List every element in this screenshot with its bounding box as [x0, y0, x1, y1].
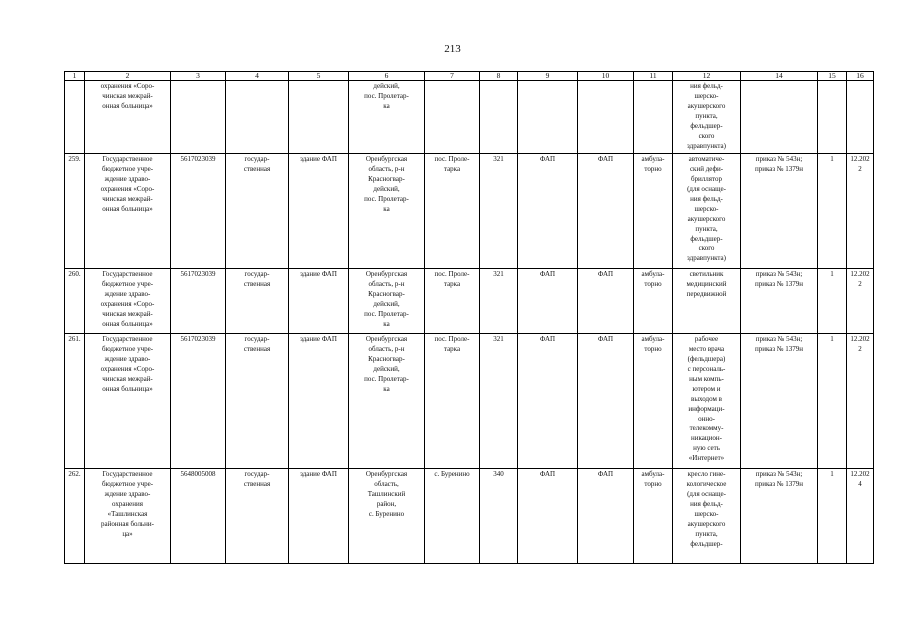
quantity-text: 1 — [830, 155, 834, 163]
organization-cell — [85, 469, 171, 564]
order-text: приказ № 543н; приказ № 1379н — [754, 155, 804, 173]
row-number-cell — [65, 154, 85, 269]
quantity-cell — [818, 269, 847, 334]
date-cell — [847, 81, 874, 154]
settlement-cell — [425, 334, 480, 469]
quantity-text: 1 — [830, 470, 834, 478]
organization-text: Государственное бюджетное учре- ждение здраво- охранения «Соро- чинская межрай- онная больница» — [100, 270, 155, 328]
address-cell — [349, 269, 425, 334]
order-text: приказ № 543н; приказ № 1379н — [754, 335, 804, 353]
organization-text: охранения «Соро- чинская межрай- онная больница» — [100, 82, 155, 110]
building-text: здание ФАП — [300, 155, 337, 163]
order-cell — [741, 334, 818, 469]
facility-type-cell — [518, 269, 578, 334]
code-cell — [480, 154, 518, 269]
ownership-cell — [226, 81, 289, 154]
inn-cell — [171, 154, 226, 269]
column-number: 4 — [226, 72, 289, 81]
subdivision-type-text: ФАП — [597, 270, 614, 278]
equipment-text: автоматиче- ский дефи- бриллятор (для оснаще- ния фельд- шерско- акушерского пункта, фельдшер- ского здравпункта) — [687, 155, 726, 263]
building-cell — [289, 81, 349, 154]
order-cell — [741, 469, 818, 564]
facility-type-text: ФАП — [539, 270, 556, 278]
address-text: Оренбургская область, р-н Красногвар- дейский, пос. Пролетар- ка — [364, 270, 409, 328]
quantity-cell — [818, 469, 847, 564]
inn-text: 5617023039 — [180, 155, 216, 163]
building-cell — [289, 154, 349, 269]
subdivision-type-text: ФАП — [597, 470, 614, 478]
column-number: 11 — [634, 72, 673, 81]
equipment-text: ния фельд- шерско- акушерского пункта, фельдшер- ского здравпункта) — [687, 82, 726, 150]
building-cell — [289, 269, 349, 334]
facility-type-cell — [518, 334, 578, 469]
organization-text: Государственное бюджетное учре- ждение здраво- охранения «Соро- чинская межрай- онная больница» — [100, 335, 155, 393]
equipment-cell — [673, 269, 741, 334]
address-cell — [349, 154, 425, 269]
date-text: 12.2024 — [850, 470, 870, 488]
settlement-text: пос. Проле- тарка — [434, 155, 470, 173]
column-number: 2 — [85, 72, 171, 81]
care-form-text: амбула- торно — [641, 470, 665, 488]
ownership-cell — [226, 154, 289, 269]
column-number-row — [65, 72, 874, 81]
subdivision-type-cell — [578, 469, 634, 564]
address-text: Оренбургская область, р-н Красногвар- дейский, пос. Пролетар- ка — [364, 335, 409, 393]
settlement-cell — [425, 81, 480, 154]
table-row — [65, 334, 874, 469]
building-cell — [289, 469, 349, 564]
subdivision-type-cell — [578, 154, 634, 269]
column-number: 10 — [578, 72, 634, 81]
row-number-cell — [65, 269, 85, 334]
date-cell — [847, 269, 874, 334]
order-cell — [741, 154, 818, 269]
building-text: здание ФАП — [300, 270, 337, 278]
equipment-cell — [673, 334, 741, 469]
care-form-cell — [634, 469, 673, 564]
equipment-register-table — [64, 71, 874, 564]
facility-type-cell — [518, 81, 578, 154]
address-text: Оренбургская область, р-н Красногвар- дейский, пос. Пролетар- ка — [364, 155, 409, 213]
inn-text: 5617023039 — [180, 270, 216, 278]
column-number: 15 — [818, 72, 847, 81]
column-number: 12 — [673, 72, 741, 81]
settlement-text: с. Буренино — [434, 470, 470, 478]
address-cell — [349, 81, 425, 154]
organization-cell — [85, 269, 171, 334]
subdivision-type-cell — [578, 81, 634, 154]
ownership-text: государ- ственная — [243, 155, 271, 173]
ownership-cell — [226, 269, 289, 334]
code-text: 321 — [493, 270, 504, 278]
order-text: приказ № 543н; приказ № 1379н — [754, 270, 804, 288]
equipment-text: светильник медицинский передвижной — [686, 270, 727, 298]
organization-cell — [85, 154, 171, 269]
quantity-text: 1 — [830, 270, 834, 278]
care-form-cell — [634, 269, 673, 334]
equipment-cell — [673, 154, 741, 269]
ownership-cell — [226, 469, 289, 564]
facility-type-text: ФАП — [539, 335, 556, 343]
subdivision-type-cell — [578, 269, 634, 334]
row-number-text: 260. — [68, 270, 81, 278]
date-cell — [847, 469, 874, 564]
address-cell — [349, 334, 425, 469]
address-cell — [349, 469, 425, 564]
row-number-cell — [65, 334, 85, 469]
code-cell — [480, 469, 518, 564]
subdivision-type-text: ФАП — [597, 335, 614, 343]
ownership-cell — [226, 334, 289, 469]
column-number: 16 — [847, 72, 874, 81]
organization-text: Государственное бюджетное учре- ждение здраво- охранения «Соро- чинская межрай- онная больница» — [100, 155, 155, 213]
facility-type-cell — [518, 154, 578, 269]
care-form-text: амбула- торно — [641, 155, 665, 173]
date-text: 12.2022 — [850, 335, 870, 353]
inn-text: 5648005008 — [180, 470, 216, 478]
equipment-cell — [673, 81, 741, 154]
ownership-text: государ- ственная — [243, 335, 271, 353]
care-form-text: амбула- торно — [641, 335, 665, 353]
date-text: 12.2022 — [850, 155, 870, 173]
inn-cell — [171, 81, 226, 154]
code-text: 321 — [493, 155, 504, 163]
column-number: 5 — [289, 72, 349, 81]
building-cell — [289, 334, 349, 469]
subdivision-type-text: ФАП — [597, 155, 614, 163]
order-text: приказ № 543н; приказ № 1379н — [754, 470, 804, 488]
facility-type-text: ФАП — [539, 470, 556, 478]
equipment-cell — [673, 469, 741, 564]
facility-type-text: ФАП — [539, 155, 556, 163]
table-row — [65, 81, 874, 154]
table-row — [65, 154, 874, 269]
quantity-cell — [818, 154, 847, 269]
order-cell — [741, 269, 818, 334]
organization-text: Государственное бюджетное учре- ждение здраво- охранения «Ташлинская районная больни- ца» — [101, 470, 154, 538]
equipment-text: кресло гине- кологическое (для оснаще- ния фельд- шерско- акушерского пункта, фельдшер- — [686, 470, 727, 548]
ownership-text: государ- ственная — [243, 270, 271, 288]
date-text: 12.2022 — [850, 270, 870, 288]
quantity-cell — [818, 334, 847, 469]
address-text: Оренбургская область, Ташлинский район, с. Буренино — [365, 470, 408, 518]
order-cell — [741, 81, 818, 154]
code-text: 340 — [493, 470, 504, 478]
care-form-text: амбула- торно — [641, 270, 665, 288]
code-text: 321 — [493, 335, 504, 343]
row-number-text: 261. — [68, 335, 81, 343]
code-cell — [480, 81, 518, 154]
settlement-cell — [425, 269, 480, 334]
date-cell — [847, 154, 874, 269]
column-number: 14 — [741, 72, 818, 81]
date-cell — [847, 334, 874, 469]
code-cell — [480, 269, 518, 334]
ownership-text: государ- ственная — [243, 470, 271, 488]
inn-text: 5617023039 — [180, 335, 216, 343]
care-form-cell — [634, 334, 673, 469]
equipment-text: рабочее место врача (фельдшера) с персональ- ным компь- ютером и выходом в информаци- онно- телекомму- никацион- ную сеть «Интернет» — [687, 335, 726, 463]
inn-cell — [171, 469, 226, 564]
quantity-cell — [818, 81, 847, 154]
facility-type-cell — [518, 469, 578, 564]
care-form-cell — [634, 81, 673, 154]
page-number: 213 — [444, 43, 461, 55]
row-number-cell — [65, 469, 85, 564]
settlement-cell — [425, 469, 480, 564]
column-number: 7 — [425, 72, 480, 81]
table-row — [65, 269, 874, 334]
address-text: дейский, пос. Пролетар- ка — [364, 82, 409, 110]
organization-cell — [85, 334, 171, 469]
inn-cell — [171, 269, 226, 334]
column-number: 3 — [171, 72, 226, 81]
settlement-text: пос. Проле- тарка — [434, 335, 470, 353]
building-text: здание ФАП — [300, 335, 337, 343]
row-number-cell — [65, 81, 85, 154]
code-cell — [480, 334, 518, 469]
column-number: 9 — [518, 72, 578, 81]
settlement-text: пос. Проле- тарка — [434, 270, 470, 288]
row-number-text: 262. — [68, 470, 81, 478]
settlement-cell — [425, 154, 480, 269]
building-text: здание ФАП — [300, 470, 337, 478]
row-number-text: 259. — [68, 155, 81, 163]
column-number: 8 — [480, 72, 518, 81]
inn-cell — [171, 334, 226, 469]
care-form-cell — [634, 154, 673, 269]
column-number: 6 — [349, 72, 425, 81]
organization-cell — [85, 81, 171, 154]
quantity-text: 1 — [830, 335, 834, 343]
column-number: 1 — [65, 72, 85, 81]
table-row — [65, 469, 874, 564]
subdivision-type-cell — [578, 334, 634, 469]
